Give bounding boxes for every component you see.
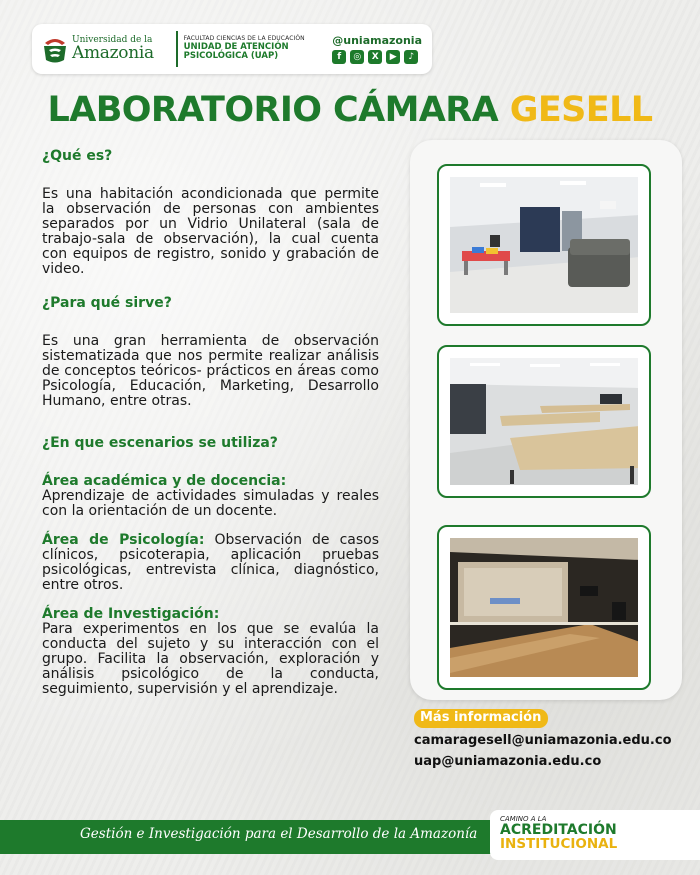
university-name-big: Amazonia: [72, 43, 154, 63]
main-content: [42, 148, 379, 697]
accreditation-line2: INSTITUCIONAL: [500, 836, 618, 852]
youtube-icon[interactable]: ▶: [386, 50, 400, 64]
faculty-name: FACULTAD CIENCIAS DE LA EDUCACIÓN: [183, 34, 305, 42]
question-what: ¿Qué es?: [42, 148, 113, 164]
area-research: [42, 607, 379, 697]
instagram-icon[interactable]: ◎: [350, 50, 364, 64]
university-name-small: Universidad de la: [72, 35, 153, 45]
answer-what: Es una habitación acondicionada que permite la observación de personas con ambientes separados por un Vidrio Unilateral (sala de trabajo-sala de observación), la cual cuenta con equipos de registro, sonido y grabación de video.: [42, 186, 379, 277]
area-academic-text: Aprendizaje de actividades simuladas y reales con la orientación de un docente.: [42, 488, 379, 519]
page-title: [0, 90, 700, 130]
mirror-room-photo: [450, 538, 638, 677]
university-logo: [42, 34, 172, 64]
faculty-block: [184, 36, 319, 62]
x-icon[interactable]: X: [368, 50, 382, 64]
social-handle: @uniamazonia: [332, 34, 422, 47]
photo-card-mirror-room: [437, 525, 651, 690]
classroom-photo: [450, 358, 638, 485]
area-psychology: [42, 533, 379, 593]
header-divider: [176, 31, 178, 67]
unit-name-line2: PSICOLÓGICA (UAP): [183, 51, 279, 62]
social-block: [332, 34, 422, 64]
title-highlight: GESELL: [509, 90, 653, 130]
accreditation-caption: CAMINO A LA: [500, 815, 547, 823]
photo-card-classroom: [437, 345, 651, 498]
answer-purpose: Es una gran herramienta de observación sistematizada que nos permite realizar análisis de conceptos teóricos- prácticos en áreas como Psicología, Educación, Marketing, Desarrollo Humano, entre otras.: [42, 333, 379, 409]
question-scenarios: ¿En que escenarios se utiliza?: [42, 435, 278, 451]
area-psychology-title: Área de Psicología:: [42, 532, 205, 548]
footer-slogan: Gestión e Investigación para el Desarrollo de la Amazonía: [80, 826, 478, 842]
title-main: LABORATORIO CÁMARA: [47, 90, 499, 130]
facebook-icon[interactable]: f: [332, 50, 346, 64]
university-emblem-icon: [42, 34, 68, 64]
area-research-title: Área de Investigación:: [42, 606, 220, 622]
unit-name-line1: UNIDAD DE ATENCIÓN: [183, 41, 289, 52]
institution-header: [32, 24, 432, 74]
area-academic: [42, 474, 379, 519]
photo-card-observation-room: [437, 164, 651, 326]
social-icons: [332, 50, 418, 64]
area-research-text: Para experimentos en los que se evalúa la conducta del sujeto y su interacción con el grupo. Facilita la observación, exploración y análisis psicológico de la conducta, seguimiento, supervisión y el aprendizaje.: [42, 621, 379, 697]
contact-block: [414, 706, 684, 770]
email-gesell-link[interactable]: camaragesell@uniamazonia.edu.co: [414, 733, 672, 748]
observation-room-photo: [450, 177, 638, 313]
email-uap-link[interactable]: uap@uniamazonia.edu.co: [414, 754, 602, 769]
area-academic-title: Área académica y de docencia:: [42, 473, 287, 489]
accreditation-badge: [490, 810, 700, 860]
tiktok-icon[interactable]: ♪: [404, 50, 418, 64]
area-psychology-text: Observación de casos clínicos, psicoterapia, aplicación pruebas psicológicas, entrevista clínica, diagnóstico, entre otros.: [42, 532, 379, 593]
accreditation-line1: ACREDITACIÓN: [500, 822, 617, 838]
question-purpose: ¿Para qué sirve?: [42, 295, 172, 311]
more-info-badge: Más información: [414, 709, 548, 728]
